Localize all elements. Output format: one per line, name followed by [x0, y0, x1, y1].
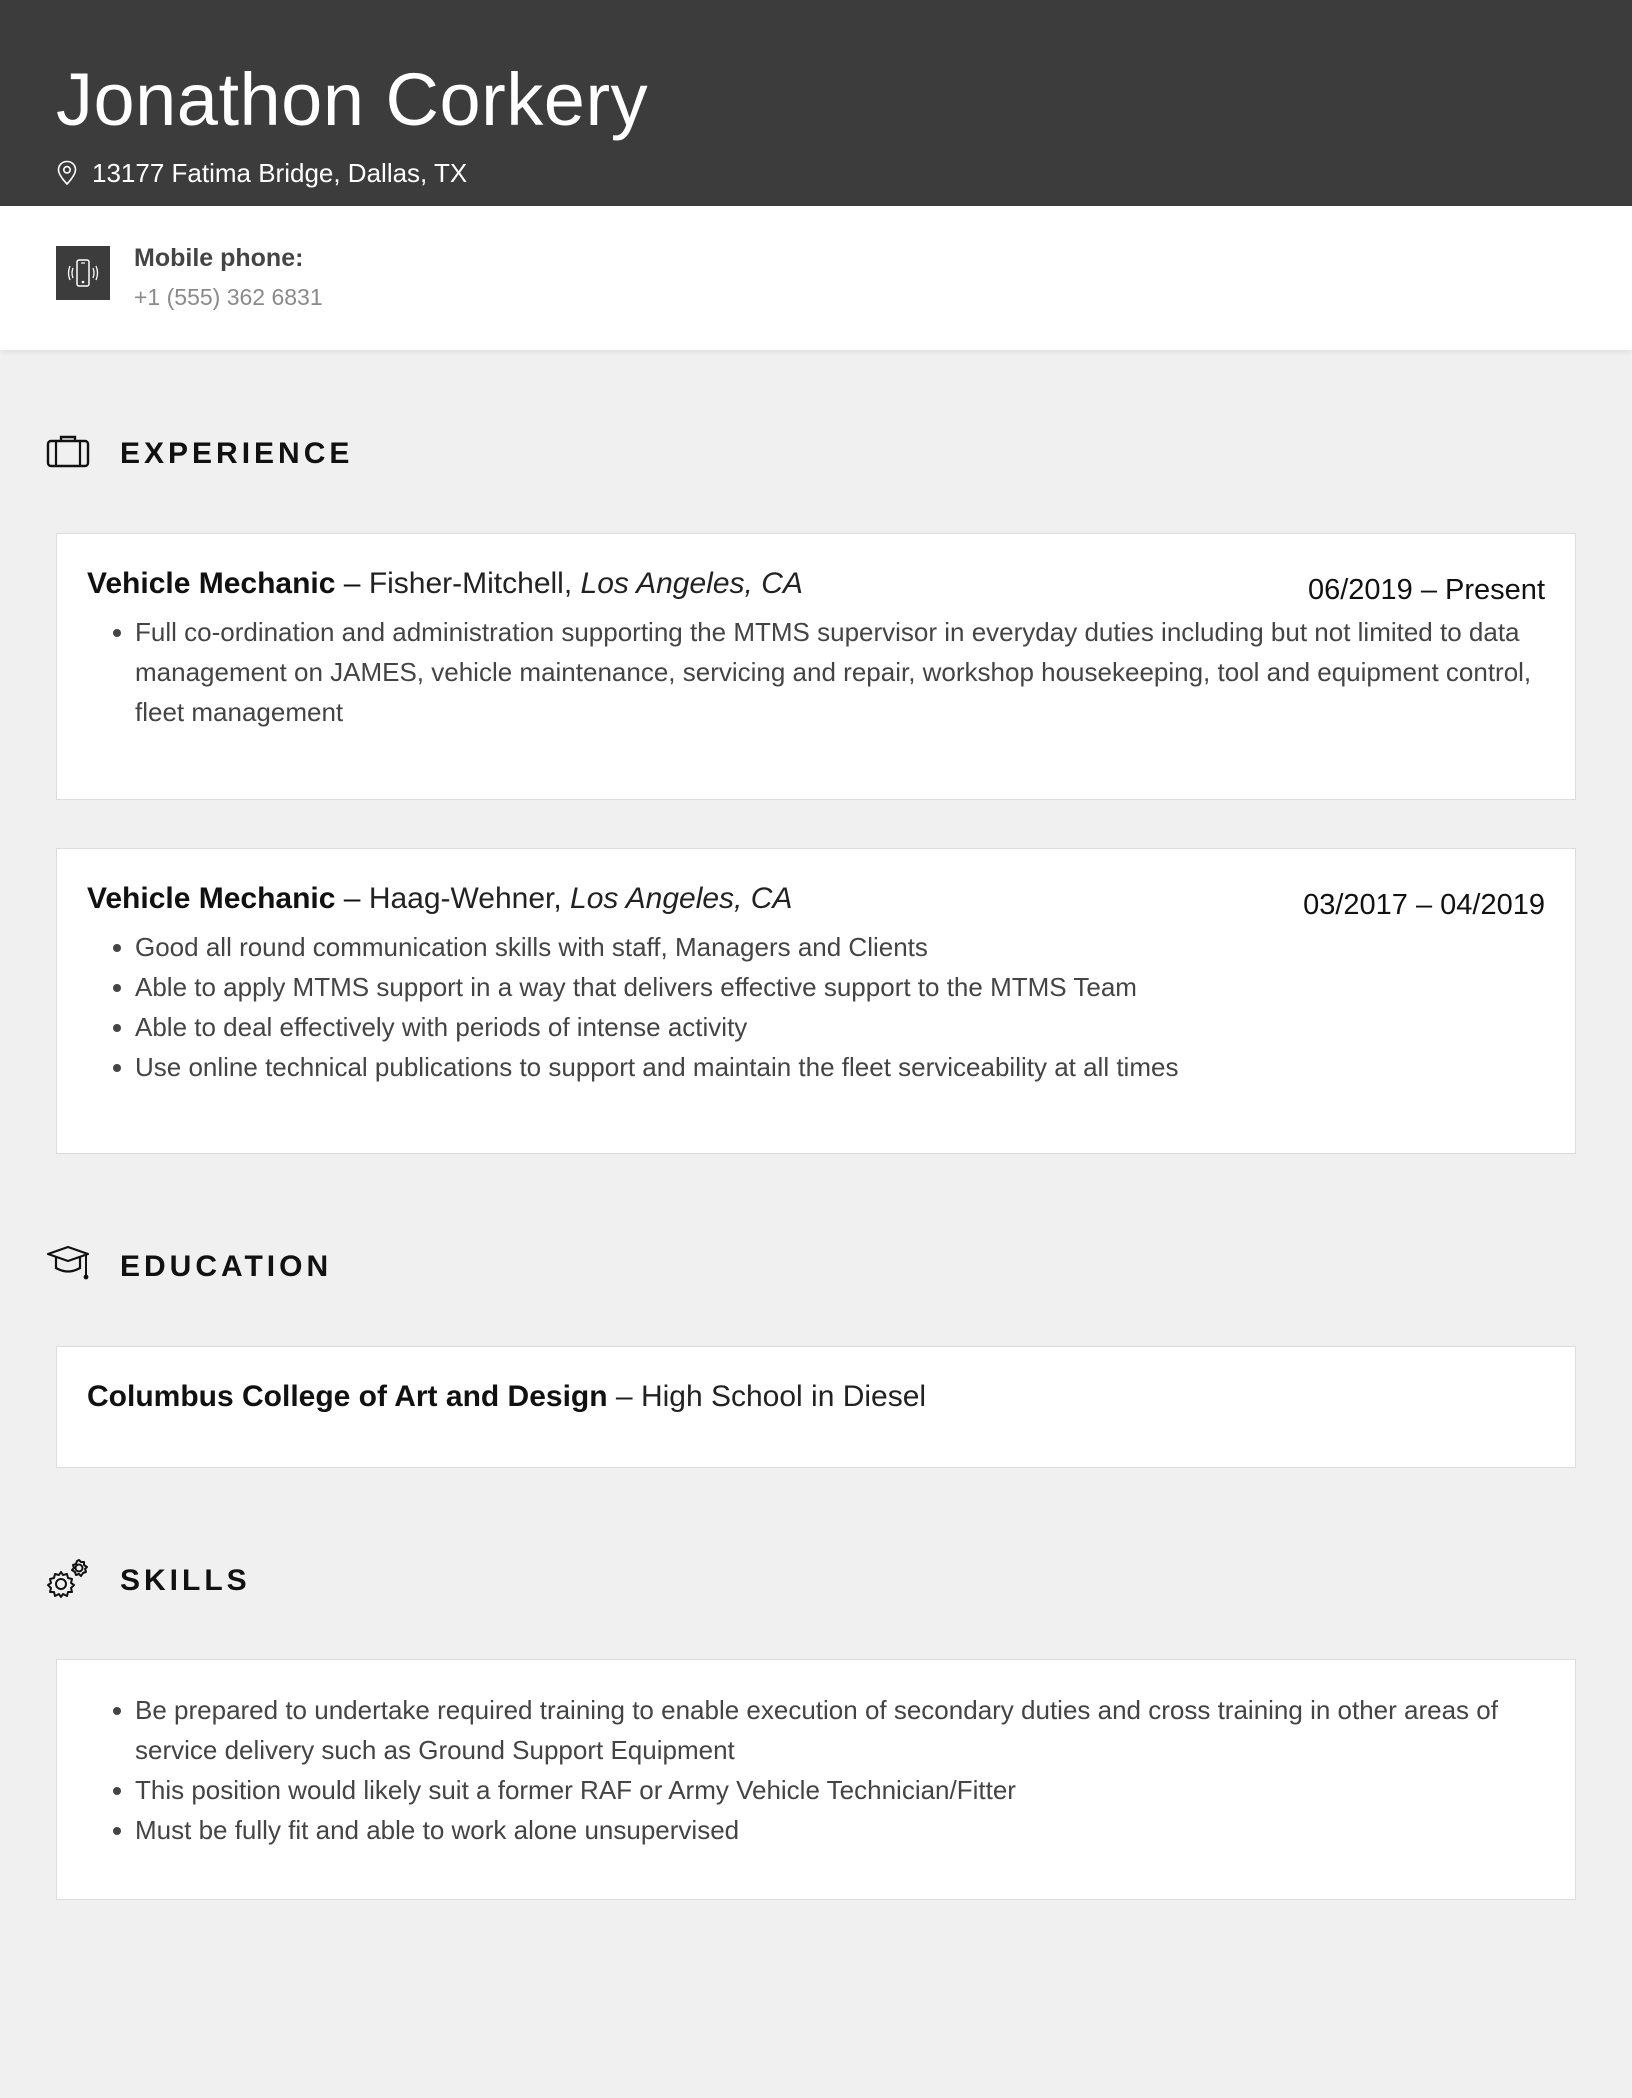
list-item: Be prepared to undertake required training to enable execution of secondary duties and cross training in other areas of service delivery such as Ground Support Equipment [87, 1690, 1545, 1770]
skills-entry [56, 1659, 1576, 1900]
skills-heading [46, 1557, 251, 1604]
education-entry [56, 1346, 1576, 1468]
education-line [87, 1377, 1545, 1417]
experience-entry [56, 848, 1576, 1154]
company-name: Fisher-Mitchell [368, 567, 564, 600]
gears-icon [46, 1557, 90, 1604]
mobile-phone-icon [56, 246, 110, 300]
job-title: Vehicle Mechanic [87, 567, 336, 600]
education-heading [46, 1245, 332, 1288]
experience-heading [46, 434, 353, 473]
address-line [56, 156, 467, 190]
resume-header [0, 0, 1632, 206]
job-dates: 03/2017 – 04/2019 [1303, 889, 1545, 921]
separator: – [335, 882, 369, 915]
job-bullets [87, 927, 1545, 1087]
job-location: Los Angeles, CA [570, 882, 793, 915]
skills-bullets [87, 1690, 1545, 1850]
job-dates: 06/2019 – Present [1307, 574, 1545, 606]
graduation-cap-icon [46, 1245, 90, 1288]
job-header [87, 564, 1545, 604]
list-item: Full co-ordination and administration supporting the MTMS supervisor in everyday duties including but not limited to data management on JAMES, vehicle maintenance, servicing and repair, workshop housekeeping, tool and equipment control, fleet management [87, 612, 1545, 732]
section-title: EXPERIENCE [120, 436, 354, 470]
job-header [87, 879, 1545, 919]
list-item: Must be fully fit and able to work alone unsupervised [87, 1810, 1545, 1850]
phone-number: +1 (555) 362 6831 [134, 284, 323, 310]
company-name: Haag-Wehner [368, 882, 554, 915]
contact-band [0, 206, 1632, 350]
list-item: This position would likely suit a former RAF or Army Vehicle Technician/Fitter [87, 1770, 1545, 1810]
phone-label: Mobile phone: [134, 244, 304, 272]
separator: – [335, 567, 369, 600]
briefcase-icon [46, 434, 90, 473]
job-bullets [87, 612, 1545, 732]
list-item: Use online technical publications to support and maintain the fleet serviceability at all times [87, 1047, 1545, 1087]
comma: , [563, 567, 581, 600]
degree: High School in Diesel [640, 1380, 927, 1413]
job-title: Vehicle Mechanic [87, 882, 336, 915]
comma: , [553, 882, 571, 915]
address-text: 13177 Fatima Bridge, Dallas, TX [92, 158, 468, 188]
section-title: EDUCATION [120, 1249, 333, 1283]
list-item: Able to apply MTMS support in a way that delivers effective support to the MTMS Team [87, 967, 1545, 1007]
experience-entry [56, 533, 1576, 800]
job-location: Los Angeles, CA [580, 567, 803, 600]
list-item: Good all round communication skills with staff, Managers and Clients [87, 927, 1545, 967]
location-pin-icon [56, 160, 78, 186]
list-item: Able to deal effectively with periods of intense activity [87, 1007, 1545, 1047]
section-title: SKILLS [120, 1563, 251, 1597]
school-name: Columbus College of Art and Design [87, 1380, 608, 1413]
candidate-name: Jonathon Corkery [56, 58, 649, 141]
separator: – [607, 1380, 641, 1413]
